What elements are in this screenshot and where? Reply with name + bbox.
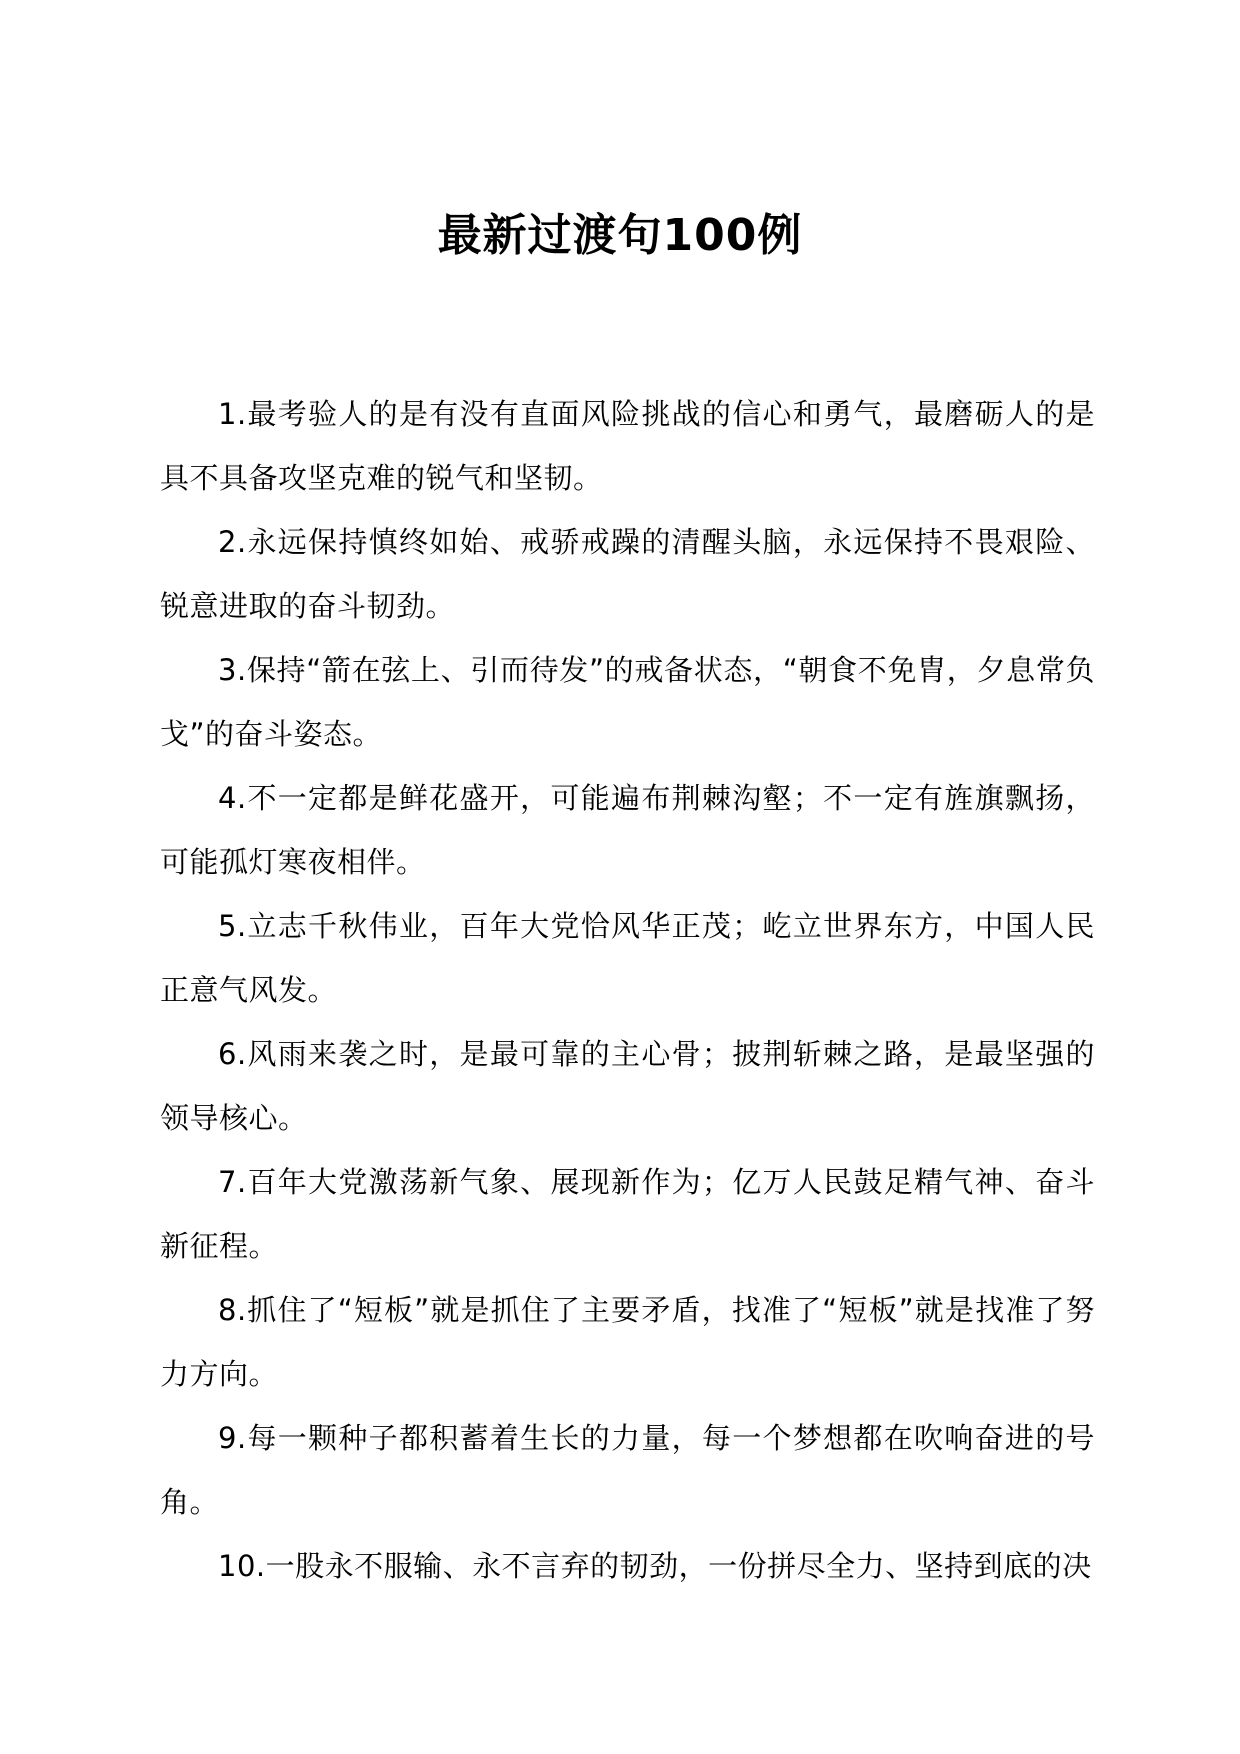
document-body [160, 382, 1095, 1598]
paragraph-8: 8.抓住了“短板”就是抓住了主要矛盾，找准了“短板”就是找准了努力方向。 [160, 1293, 1095, 1391]
paragraph-4: 4.不一定都是鲜花盛开，可能遍布荆棘沟壑；不一定有旌旗飘扬，可能孤灯寒夜相伴。 [160, 781, 1095, 879]
paragraph-5: 5.立志千秋伟业，百年大党恰风华正茂；屹立世界东方，中国人民正意气风发。 [160, 909, 1095, 1007]
paragraph-1: 1.最考验人的是有没有直面风险挑战的信心和勇气，最磨砺人的是具不具备攻坚克难的锐气和坚韧。 [160, 397, 1095, 495]
paragraph-3: 3.保持“箭在弦上、引而待发”的戒备状态，“朝食不免胄，夕息常负戈”的奋斗姿态。 [160, 653, 1095, 751]
paragraph-9: 9.每一颗种子都积蓄着生长的力量，每一个梦想都在吹响奋进的号角。 [160, 1421, 1095, 1519]
paragraph-6: 6.风雨来袭之时，是最可靠的主心骨；披荆斩棘之路，是最坚强的领导核心。 [160, 1037, 1095, 1135]
document-title: 最新过渡句100例 [437, 210, 803, 261]
paragraph-7: 7.百年大党激荡新气象、展现新作为；亿万人民鼓足精气神、奋斗新征程。 [160, 1165, 1095, 1263]
paragraph-10: 10.一股永不服输、永不言弃的韧劲，一份拼尽全力、坚持到底的决 [218, 1549, 1092, 1583]
paragraph-2: 2.永远保持慎终如始、戒骄戒躁的清醒头脑，永远保持不畏艰险、锐意进取的奋斗韧劲。 [160, 525, 1095, 623]
